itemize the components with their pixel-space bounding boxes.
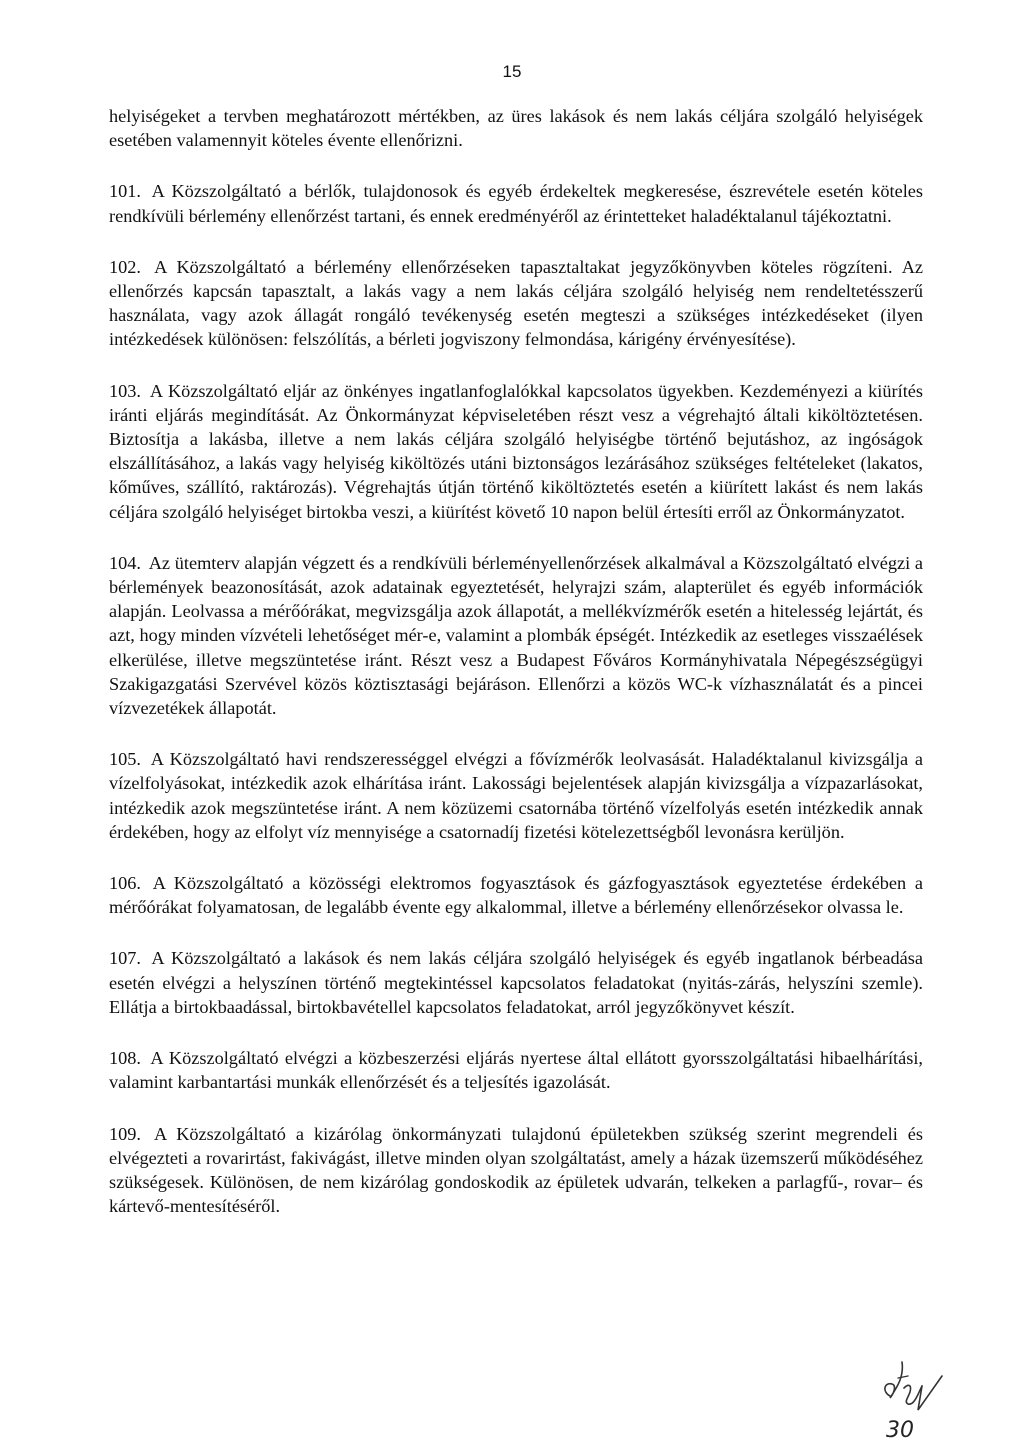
paragraph-number: 105. [109,749,141,770]
paragraph-text: A Közszolgáltató a közösségi elektromos fogyasztások és gázfogyasztások egyeztetése érdekében a mérőórákat folyamatosan, de legalább évente egy alkalommal, illetve a bérlemény ellenőrzésekor olvassa le. [109,873,923,918]
signature-icon [868,1358,948,1418]
paragraph-number: 101. [109,181,141,202]
paragraph-text: Az ütemterv alapján végzett és a rendkívüli bérleményellenőrzések alkalmával a Közszolgáltató elvégzi a bérlemények beazonosítását, azok adatainak egyeztetését, helyrajzi szám, alapterület és egyéb információk alapján. Leolvassa a mérőórákat, megvizsgálja azok állapotát, a mellékvízmérők esetén a hitelesség lejártát, és azt, hogy minden vízvételi lehetőséget mér-e, valamint a plombák épségét. Intézkedik az esetleges visszaélések elkerülése, illetve megszüntetése iránt. Részt vesz a Budapest Főváros Kormányhivatala Népegészségügyi Szakigazgatási Szervével közös köztisztasági bejáráson. Ellenőrzi a közös WC-k vízhasználatát és a pincei vízvezetékek állapotát. [109,552,924,719]
paragraph-105 [109,747,923,844]
paragraph-text: A Közszolgáltató a bérlemény ellenőrzéseken tapasztaltakat jegyzőkönyvben köteles rögzíteni. Az ellenőrzés kapcsán tapasztalt, a lakás vagy a nem lakás céljára szolgáló helyiség nem rendeltetésszerű használata, vagy azok állagát rongáló tevékenység esetén megteszi a szükséges intézkedéseket (ilyen intézkedések különösen: felszólítás, a bérleti jogviszony felmondása, kárigény érvényesítése). [109,256,924,350]
paragraph-107 [109,946,923,1019]
paragraph-103 [109,379,923,524]
paragraph-text: A Közszolgáltató havi rendszerességgel elvégzi a fővízmérők leolvasását. Haladéktalanul kivizsgálja a vízelfolyásokat, intézkedik azok elhárítása iránt. Lakossági bejelentések alapján kivizsgálja a vízpazarlásokat, intézkedik azok megszüntetése iránt. A nem közüzemi csatornába történő vízelfolyás esetén intézkedik annak érdekében, hogy az elfolyt víz mennyisége a csatornadíj fizetési kötelezettségből levonásra kerüljön. [109,749,924,842]
paragraph-text: A Közszolgáltató a lakások és nem lakás céljára szolgáló helyiségek és egyéb ingatlanok bérbeadása esetén elvégzi a helyszínen történő megtekintéssel kapcsolatos feladatokat (nyitás-zárás, helyszíni szemle). Ellátja a birtokbaadással, birtokbavétellel kapcsolatos feladatokat, arról jegyzőkönyvet készít. [109,948,924,1017]
paragraph-number: 102. [109,256,141,277]
intro-paragraph: helyiségeket a tervben meghatározott mértékben, az üres lakások és nem lakás céljára szolgáló helyiségek esetében valamennyit köteles évente ellenőrizni. [109,106,923,151]
handwritten-page-number: 30 [886,1418,914,1443]
paragraph-number: 109. [109,1123,141,1144]
paragraph-106 [109,871,923,919]
document-body [109,104,923,1245]
paragraph-text: A Közszolgáltató elvégzi a közbeszerzési eljárás nyertese által ellátott gyorsszolgáltatási hibaelhárítási, valamint karbantartási munkák ellenőrzését és a teljesítés igazolását. [109,1048,924,1093]
paragraph-101 [109,179,923,227]
paragraph-number: 106. [109,873,141,894]
page-number: 15 [502,62,522,81]
paragraph-number: 104. [109,552,141,573]
paragraph-text: A Közszolgáltató eljár az önkényes ingatlanfoglalókkal kapcsolatos ügyekben. Kezdeményezi a kiürítés iránti eljárás megindítását. Az Önkormányzat képviseletében részt vesz a végrehajtó általi kiköltöztetésen. Biztosítja a lakásba, illetve a nem lakás céljára szolgáló helyiségbe történő bejutáshoz, az ingóságok elszállításához, a lakás vagy helyiség kiköltözés utáni biztonságos lezárásához szükséges feltételeket (lakatos, kőműves, szállító, raktározás). Végrehajtás útján történő kiköltöztetés esetén a kiürített lakást és nem lakás céljára szolgáló helyiséget birtokba veszi, a kiürítést követő 10 napon belül értesíti erről az Önkormányzatot. [109,380,924,522]
paragraph-102 [109,255,923,352]
paragraph-104 [109,551,923,720]
paragraph-text: A Közszolgáltató a kizárólag önkormányzati tulajdonú épületekben szükség szerint megrendeli és elvégezteti a rovarirtást, fakivágást, illetve minden olyan szolgáltatást, amely a házak üzemszerű működéséhez szükségesek. Különösen, de nem kizárólag gondoskodik az épületek udvarán, telkeken a parlagfű-, rovar– és kártevő-mentesítéséről. [109,1123,924,1217]
paragraph-number: 108. [109,1048,141,1069]
paragraph-108 [109,1046,923,1094]
paragraph-number: 103. [109,380,141,401]
paragraph-text: A Közszolgáltató a bérlők, tulajdonosok és egyéb érdekeltek megkeresése, észrevétele esetén köteles rendkívüli bérlemény ellenőrzést tartani, és ennek eredményéről az érintetteket haladéktalanul tájékoztatni. [109,181,924,226]
paragraph-number: 107. [109,948,141,969]
paragraph-109 [109,1122,923,1219]
